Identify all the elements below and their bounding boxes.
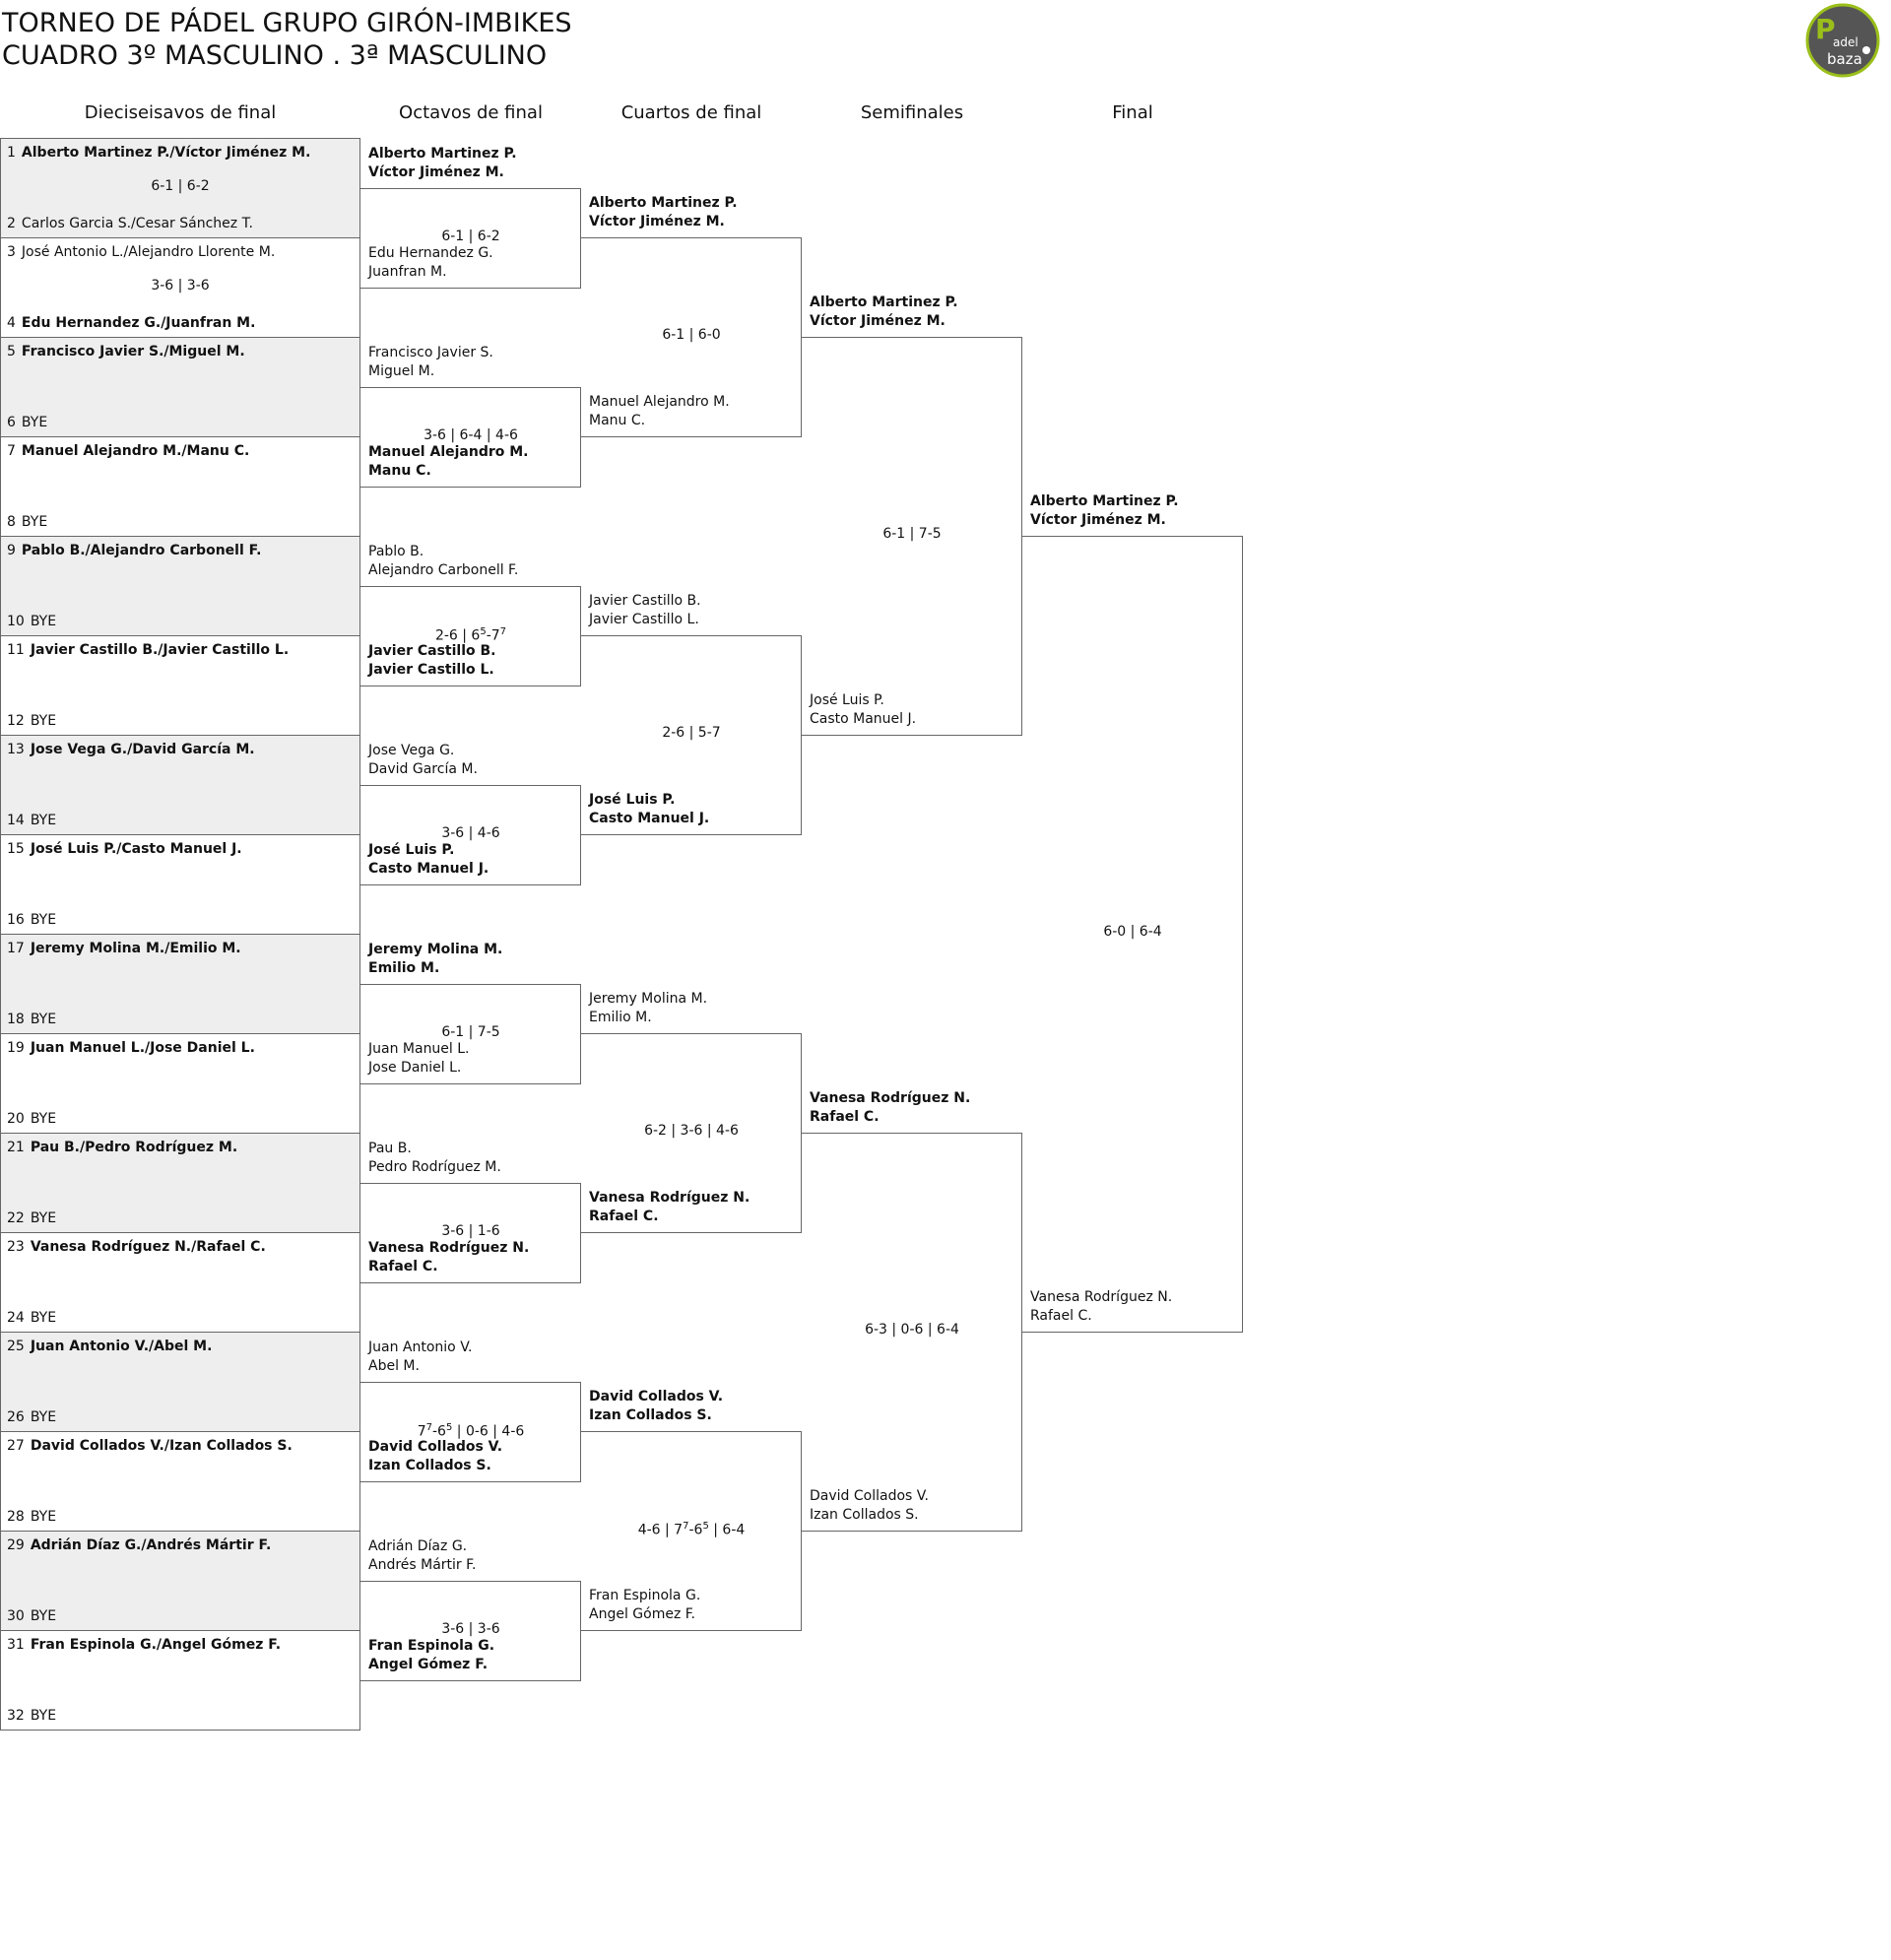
player-name: Juanfran M. xyxy=(368,264,447,280)
r1-slot-bottom xyxy=(7,514,47,530)
player-name: Casto Manuel J. xyxy=(589,811,710,826)
seed-number: 22 xyxy=(7,1210,25,1226)
seed-number: 21 xyxy=(7,1140,25,1155)
player-name: Jeremy Molina M. xyxy=(589,991,708,1007)
r1-slot-bottom xyxy=(7,315,255,331)
player-name: Alberto Martinez P. xyxy=(589,195,738,211)
team-name: David Collados V./Izan Collados S. xyxy=(30,1438,293,1454)
team-name: BYE xyxy=(30,1310,57,1326)
r2-team-top xyxy=(368,941,502,978)
player-name: Edu Hernandez G. xyxy=(368,245,493,261)
r1-match xyxy=(0,1332,360,1432)
r1-match xyxy=(0,1232,360,1333)
r1-slot-top xyxy=(7,941,241,956)
team-name: BYE xyxy=(21,415,48,430)
team-name: BYE xyxy=(30,1509,57,1525)
r4-match-score: 6-3 | 0-6 | 6-4 xyxy=(865,1322,959,1338)
r3-team-top xyxy=(589,990,707,1027)
player-name: Francisco Javier S. xyxy=(368,345,493,360)
r1-match xyxy=(0,436,360,537)
r2-team-top xyxy=(368,145,517,182)
r5-team-bottom xyxy=(1030,1288,1172,1326)
r2-match-score: 6-1 | 6-2 xyxy=(441,229,500,244)
player-name: David García M. xyxy=(368,761,478,777)
seed-number: 12 xyxy=(7,713,25,729)
player-name: David Collados V. xyxy=(810,1488,929,1504)
player-name: Casto Manuel J. xyxy=(810,711,917,727)
r1-match xyxy=(0,337,360,437)
team-name: Jose Vega G./David García M. xyxy=(30,742,255,757)
player-name: Andrés Mártir F. xyxy=(368,1557,477,1573)
team-name: BYE xyxy=(30,1210,57,1226)
r4-team-bottom xyxy=(810,691,916,729)
padel-baza-logo xyxy=(1805,3,1880,78)
player-name: Vanesa Rodríguez N. xyxy=(368,1240,530,1256)
player-name: Abel M. xyxy=(368,1358,420,1374)
player-name: Izan Collados S. xyxy=(368,1458,491,1473)
player-name: Fran Espinola G. xyxy=(589,1588,701,1603)
r2-match-score: 3-6 | 3-6 xyxy=(441,1621,500,1637)
seed-number: 19 xyxy=(7,1040,25,1056)
seed-number: 23 xyxy=(7,1239,25,1255)
player-name: Rafael C. xyxy=(810,1109,880,1125)
draw-subtitle: CUADRO 3º MASCULINO . 3ª MASCULINO xyxy=(2,40,548,71)
player-name: José Luis P. xyxy=(368,842,455,858)
team-name: BYE xyxy=(30,1708,57,1724)
player-name: Rafael C. xyxy=(368,1259,438,1274)
player-name: Alejandro Carbonell F. xyxy=(368,562,519,578)
r1-slot-bottom xyxy=(7,1509,56,1525)
r1-slot-top xyxy=(7,1537,271,1553)
r1-slot-bottom xyxy=(7,415,47,430)
r2-match-score: 2-6 | $6^5-7^7$ xyxy=(434,626,507,644)
player-name: Alberto Martinez P. xyxy=(368,146,517,162)
player-name: Miguel M. xyxy=(368,363,435,379)
r2-team-bottom xyxy=(368,1040,470,1078)
player-name: Pedro Rodríguez M. xyxy=(368,1159,501,1175)
r1-slot-bottom xyxy=(7,1111,56,1127)
r3-team-top xyxy=(589,194,738,231)
player-name: Vanesa Rodríguez N. xyxy=(1030,1289,1173,1305)
r3-match-score: 6-1 | 6-0 xyxy=(662,327,721,343)
player-name: Rafael C. xyxy=(589,1209,659,1224)
player-name: Angel Gómez F. xyxy=(589,1606,696,1622)
player-name: Juan Manuel L. xyxy=(368,1041,470,1057)
r2-team-bottom xyxy=(368,1637,494,1674)
r2-match-score: 3-6 | 4-6 xyxy=(441,825,500,841)
tournament-title: TORNEO DE PÁDEL GRUPO GIRÓN-IMBIKES xyxy=(2,8,572,38)
svg-text:adel: adel xyxy=(1833,35,1858,49)
r4-team-top xyxy=(810,294,958,331)
r1-match xyxy=(0,237,360,338)
player-name: Vanesa Rodríguez N. xyxy=(589,1190,750,1206)
round-header-r4: Semifinales xyxy=(860,102,964,123)
round-header-r1: Dieciseisavos de final xyxy=(84,102,277,123)
player-name: Alberto Martinez P. xyxy=(1030,493,1179,509)
team-name: BYE xyxy=(30,813,57,828)
r1-slot-top xyxy=(7,642,289,658)
r3-team-bottom xyxy=(589,393,730,430)
r2-team-top xyxy=(368,742,478,779)
r1-slot-bottom xyxy=(7,813,56,828)
seed-number: 8 xyxy=(7,514,16,530)
r1-slot-top xyxy=(7,543,261,558)
player-name: Manuel Alejandro M. xyxy=(368,444,529,460)
r1-match xyxy=(0,1033,360,1134)
player-name: Víctor Jiménez M. xyxy=(368,164,504,180)
seed-number: 11 xyxy=(7,642,25,658)
team-name: Pau B./Pedro Rodríguez M. xyxy=(30,1140,238,1155)
seed-number: 32 xyxy=(7,1708,25,1724)
player-name: Emilio M. xyxy=(589,1010,652,1025)
r1-match xyxy=(0,834,360,935)
seed-number: 29 xyxy=(7,1537,25,1553)
r1-slot-bottom xyxy=(7,1409,56,1425)
seed-number: 10 xyxy=(7,614,25,629)
r4-match-score: 6-1 | 7-5 xyxy=(882,526,942,542)
seed-number: 28 xyxy=(7,1509,25,1525)
player-name: Jose Vega G. xyxy=(368,743,455,758)
svg-text:baza: baza xyxy=(1827,50,1862,68)
r1-slot-bottom xyxy=(7,614,56,629)
seed-number: 31 xyxy=(7,1637,25,1653)
r1-match xyxy=(0,1133,360,1233)
seed-number: 25 xyxy=(7,1339,25,1354)
seed-number: 27 xyxy=(7,1438,25,1454)
r1-slot-bottom xyxy=(7,1708,56,1724)
team-name: Carlos Garcia S./Cesar Sánchez T. xyxy=(21,216,253,231)
player-name: Fran Espinola G. xyxy=(368,1638,495,1654)
r1-match xyxy=(0,1630,360,1731)
player-name: Víctor Jiménez M. xyxy=(589,214,725,229)
r1-match xyxy=(0,735,360,835)
player-name: Manuel Alejandro M. xyxy=(589,394,730,410)
r2-team-top xyxy=(368,1537,476,1575)
player-name: Alberto Martinez P. xyxy=(810,294,958,310)
player-name: Jeremy Molina M. xyxy=(368,942,503,957)
seed-number: 18 xyxy=(7,1012,25,1027)
r3-match-score: 4-6 | $7^7-6^5$ | 6-4 xyxy=(637,1521,746,1538)
player-name: Rafael C. xyxy=(1030,1308,1092,1324)
player-name: Angel Gómez F. xyxy=(368,1657,489,1672)
r3-match-score: 2-6 | 5-7 xyxy=(662,725,721,741)
r2-team-bottom xyxy=(368,443,529,481)
r2-team-top xyxy=(368,344,493,381)
r2-team-bottom xyxy=(368,642,495,680)
r1-slot-top xyxy=(7,841,242,857)
r1-slot-bottom xyxy=(7,1608,56,1624)
player-name: Pau B. xyxy=(368,1141,412,1156)
r3-team-bottom xyxy=(589,1189,750,1226)
team-name: BYE xyxy=(30,912,57,928)
seed-number: 14 xyxy=(7,813,25,828)
round-header-r5: Final xyxy=(1112,102,1153,123)
r1-slot-bottom xyxy=(7,912,56,928)
player-name: José Luis P. xyxy=(810,692,884,708)
round-header-r3: Cuartos de final xyxy=(620,102,762,123)
r4-team-bottom xyxy=(810,1487,929,1525)
r1-match xyxy=(0,1431,360,1532)
r3-team-bottom xyxy=(589,791,709,828)
r1-slot-bottom xyxy=(7,1012,56,1027)
seed-number: 6 xyxy=(7,415,16,430)
player-name: Vanesa Rodríguez N. xyxy=(810,1090,971,1106)
r1-match xyxy=(0,1531,360,1631)
team-name: Manuel Alejandro M./Manu C. xyxy=(21,443,250,459)
seed-number: 13 xyxy=(7,742,25,757)
r1-slot-top xyxy=(7,344,245,359)
player-name: Javier Castillo L. xyxy=(368,662,494,678)
r1-slot-bottom xyxy=(7,1310,56,1326)
team-name: BYE xyxy=(30,1409,57,1425)
player-name: Jose Daniel L. xyxy=(368,1060,462,1076)
team-name: Juan Manuel L./Jose Daniel L. xyxy=(30,1040,255,1056)
r1-match xyxy=(0,635,360,736)
seed-number: 9 xyxy=(7,543,16,558)
r3-team-bottom xyxy=(589,1587,700,1624)
seed-number: 1 xyxy=(7,145,16,161)
r1-match xyxy=(0,138,360,238)
r1-slot-top xyxy=(7,145,310,161)
r2-team-bottom xyxy=(368,1239,529,1276)
r1-slot-bottom xyxy=(7,1210,56,1226)
player-name: Javier Castillo B. xyxy=(368,643,496,659)
r1-slot-top xyxy=(7,443,249,459)
r2-team-top xyxy=(368,1339,472,1376)
player-name: Víctor Jiménez M. xyxy=(1030,512,1166,528)
player-name: Izan Collados S. xyxy=(589,1407,712,1423)
seed-number: 30 xyxy=(7,1608,25,1624)
seed-number: 7 xyxy=(7,443,16,459)
r2-team-bottom xyxy=(368,244,493,282)
r2-team-top xyxy=(368,543,518,580)
r1-slot-top xyxy=(7,1637,281,1653)
r1-slot-top xyxy=(7,1140,237,1155)
seed-number: 16 xyxy=(7,912,25,928)
player-name: José Luis P. xyxy=(589,792,676,808)
team-name: Edu Hernandez G./Juanfran M. xyxy=(21,315,256,331)
r2-team-bottom xyxy=(368,1438,502,1475)
player-name: Pablo B. xyxy=(368,544,424,559)
seed-number: 15 xyxy=(7,841,25,857)
r1-slot-top xyxy=(7,1040,255,1056)
team-name: Francisco Javier S./Miguel M. xyxy=(21,344,245,359)
player-name: Casto Manuel J. xyxy=(368,861,489,877)
match-score: 3-6 | 3-6 xyxy=(151,278,210,294)
player-name: Izan Collados S. xyxy=(810,1507,919,1523)
match-score: 6-1 | 6-2 xyxy=(151,178,210,194)
team-name: José Luis P./Casto Manuel J. xyxy=(30,841,242,857)
r2-team-bottom xyxy=(368,841,489,879)
seed-number: 4 xyxy=(7,315,16,331)
team-name: BYE xyxy=(30,614,57,629)
r3-match-score: 6-2 | 3-6 | 4-6 xyxy=(644,1123,739,1139)
team-name: BYE xyxy=(30,1012,57,1027)
team-name: Alberto Martinez P./Víctor Jiménez M. xyxy=(21,145,311,161)
player-name: Manu C. xyxy=(368,463,431,479)
r1-slot-top xyxy=(7,1438,293,1454)
r3-team-top xyxy=(589,1388,723,1425)
r2-match-score: 3-6 | 1-6 xyxy=(441,1223,500,1239)
team-name: BYE xyxy=(21,514,48,530)
team-name: Fran Espinola G./Angel Gómez F. xyxy=(30,1637,282,1653)
team-name: Juan Antonio V./Abel M. xyxy=(30,1339,213,1354)
team-name: Pablo B./Alejandro Carbonell F. xyxy=(21,543,262,558)
r2-match-score: 3-6 | 6-4 | 4-6 xyxy=(424,427,518,443)
r2-match-score: 6-1 | 7-5 xyxy=(441,1024,500,1040)
r2-team-top xyxy=(368,1140,501,1177)
team-name: Jeremy Molina M./Emilio M. xyxy=(30,941,241,956)
player-name: Emilio M. xyxy=(368,960,440,976)
team-name: BYE xyxy=(30,1111,57,1127)
r1-match xyxy=(0,536,360,636)
player-name: Adrián Díaz G. xyxy=(368,1538,468,1554)
r5-team-top xyxy=(1030,492,1179,530)
r2-match-score: $7^7-6^5$ | 0-6 | 4-6 xyxy=(417,1422,525,1440)
player-name: Javier Castillo L. xyxy=(589,612,699,627)
r1-slot-bottom xyxy=(7,216,253,231)
r1-slot-top xyxy=(7,742,255,757)
team-name: BYE xyxy=(30,713,57,729)
r1-slot-bottom xyxy=(7,713,56,729)
r3-team-top xyxy=(589,592,701,629)
seed-number: 3 xyxy=(7,244,16,260)
player-name: David Collados V. xyxy=(368,1439,503,1455)
r5-match-score: 6-0 | 6-4 xyxy=(1103,924,1162,940)
seed-number: 17 xyxy=(7,941,25,956)
team-name: BYE xyxy=(30,1608,57,1624)
r4-team-top xyxy=(810,1089,970,1127)
team-name: José Antonio L./Alejandro Llorente M. xyxy=(21,244,276,260)
r1-slot-top xyxy=(7,1339,212,1354)
round-header-r2: Octavos de final xyxy=(399,102,543,123)
seed-number: 5 xyxy=(7,344,16,359)
team-name: Javier Castillo B./Javier Castillo L. xyxy=(30,642,290,658)
svg-text:P: P xyxy=(1815,13,1836,45)
r1-match xyxy=(0,934,360,1034)
r1-slot-top xyxy=(7,244,275,260)
player-name: Manu C. xyxy=(589,413,646,428)
seed-number: 24 xyxy=(7,1310,25,1326)
player-name: Juan Antonio V. xyxy=(368,1339,473,1355)
team-name: Vanesa Rodríguez N./Rafael C. xyxy=(30,1239,266,1255)
team-name: Adrián Díaz G./Andrés Mártir F. xyxy=(30,1537,272,1553)
seed-number: 26 xyxy=(7,1409,25,1425)
seed-number: 2 xyxy=(7,216,16,231)
player-name: David Collados V. xyxy=(589,1389,724,1405)
player-name: Javier Castillo B. xyxy=(589,593,701,609)
player-name: Víctor Jiménez M. xyxy=(810,313,946,329)
seed-number: 20 xyxy=(7,1111,25,1127)
r1-slot-top xyxy=(7,1239,266,1255)
